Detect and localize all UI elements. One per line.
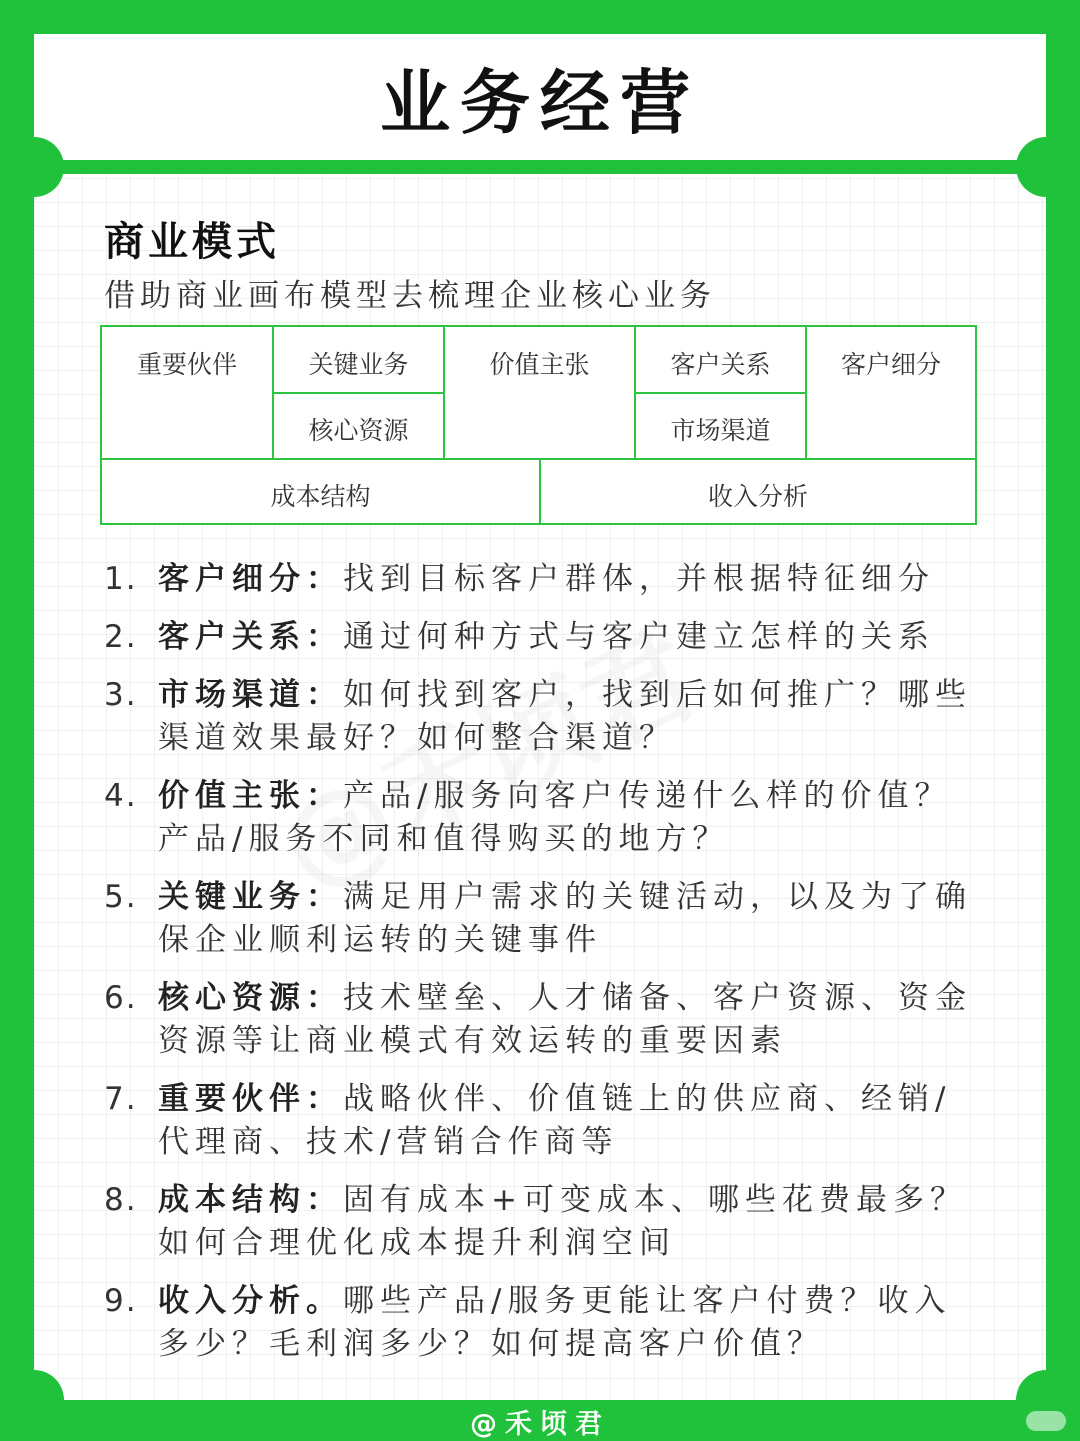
item-number: 9. <box>104 1283 138 1319</box>
item-term: 核心资源： <box>158 980 343 1016</box>
item-term: 关键业务： <box>158 879 343 915</box>
item-text: 满足用户需求的关键活动，以及为了确保企业顺利运转的关键事件 <box>158 879 972 958</box>
item-term: 市场渠道： <box>158 677 343 713</box>
section-heading: 商业模式 <box>104 219 280 265</box>
list-item <box>104 977 984 1063</box>
item-text: 战略伙伴、价值链上的供应商、经销/代理商、技术/营销合作商等 <box>158 1081 952 1160</box>
author-footer: @禾顷君 <box>470 1408 610 1440</box>
item-number: 5. <box>104 879 138 915</box>
canvas-cell-value: 价值主张 <box>489 350 590 379</box>
list-item <box>104 775 984 861</box>
item-term: 重要伙伴： <box>158 1081 343 1117</box>
item-number: 8. <box>104 1182 138 1218</box>
title-band <box>34 34 1046 160</box>
item-text: 产品/服务向客户传递什么样的价值？产品/服务不同和值得购买的地方？ <box>158 778 952 857</box>
item-number: 7. <box>104 1081 138 1117</box>
list-item <box>104 558 984 601</box>
canvas-cell-revenue: 收入分析 <box>707 482 808 511</box>
item-text: 如何找到客户，找到后如何推广？哪些渠道效果最好？如何整合渠道？ <box>158 677 972 756</box>
canvas-cell-cost: 成本结构 <box>270 482 371 511</box>
list-item <box>104 616 984 659</box>
item-text: 通过何种方式与客户建立怎样的关系 <box>343 619 935 655</box>
list-item <box>104 876 984 962</box>
canvas-cell-partners: 重要伙伴 <box>136 350 237 379</box>
explanation-list <box>104 558 984 1381</box>
canvas-cell-activities: 关键业务 <box>308 350 409 379</box>
list-item <box>104 1280 984 1366</box>
item-number: 2. <box>104 619 138 655</box>
left-notch <box>4 137 64 197</box>
item-number: 3. <box>104 677 138 713</box>
list-item <box>104 1078 984 1164</box>
item-term: 价值主张： <box>158 778 343 814</box>
canvas-cell-relationships: 客户关系 <box>670 350 771 379</box>
item-text: 技术壁垒、人才储备、客户资源、资金资源等让商业模式有效运转的重要因素 <box>158 980 972 1059</box>
watermark-badge <box>1026 1411 1066 1431</box>
item-term: 客户关系： <box>158 619 343 655</box>
canvas-cell-channels: 市场渠道 <box>670 416 771 445</box>
item-number: 6. <box>104 980 138 1016</box>
business-model-canvas <box>100 325 977 525</box>
canvas-cell-resources: 核心资源 <box>308 416 409 445</box>
section-subheading: 借助商业画布模型去梳理企业核心业务 <box>104 278 716 314</box>
canvas-cell-segments: 客户细分 <box>840 350 941 379</box>
item-term: 客户细分： <box>158 561 343 597</box>
item-number: 1. <box>104 561 138 597</box>
right-notch <box>1016 137 1076 197</box>
item-term: 收入分析。 <box>158 1283 343 1319</box>
content-card <box>34 34 1046 1400</box>
item-text: 固有成本+可变成本、哪些花费最多？如何合理优化成本提升利润空间 <box>158 1182 967 1261</box>
page-title: 业务经营 <box>380 61 700 144</box>
list-item <box>104 674 984 760</box>
item-number: 4. <box>104 778 138 814</box>
list-item <box>104 1179 984 1265</box>
item-text: 哪些产品/服务更能让客户付费？收入多少？毛利润多少？如何提高客户价值？ <box>158 1283 952 1362</box>
title-divider <box>34 160 1046 174</box>
item-term: 成本结构： <box>158 1182 343 1218</box>
item-text: 找到目标客户群体，并根据特征细分 <box>343 561 935 597</box>
